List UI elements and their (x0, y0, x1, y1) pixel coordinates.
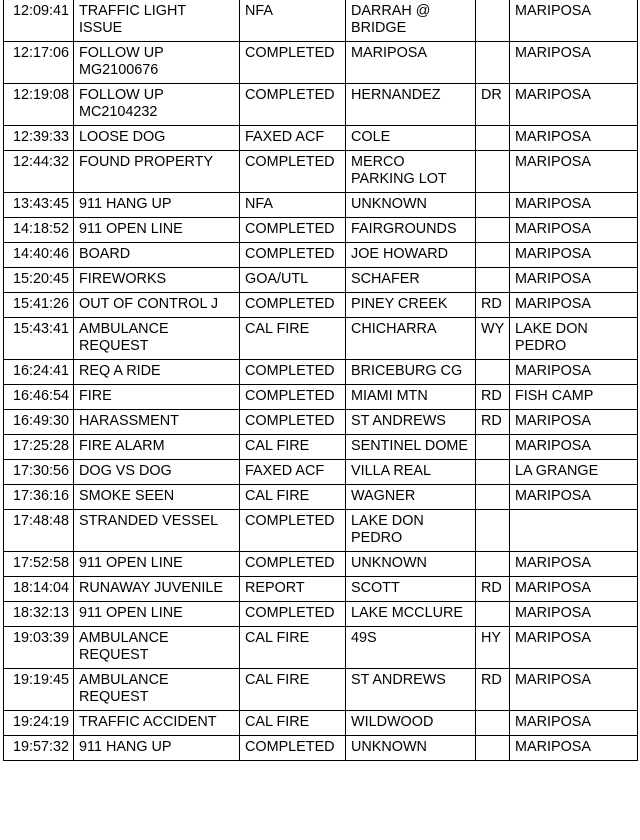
area-cell: FISH CAMP (510, 385, 638, 410)
call-type-cell: AMBULANCE REQUEST (74, 627, 240, 669)
location-cell: CHICHARRA (346, 318, 476, 360)
table-row (4, 42, 638, 84)
disposition-cell: CAL FIRE (240, 711, 346, 736)
disposition-cell: GOA/UTL (240, 268, 346, 293)
disposition-cell: REPORT (240, 577, 346, 602)
area-cell: MARIPOSA (510, 0, 638, 42)
call-type-cell: 911 OPEN LINE (74, 218, 240, 243)
street-suffix-cell (476, 151, 510, 193)
disposition-cell: COMPLETED (240, 602, 346, 627)
time-cell: 17:48:48 (4, 510, 74, 552)
location-cell: 49S (346, 627, 476, 669)
disposition-cell: COMPLETED (240, 84, 346, 126)
table-row (4, 151, 638, 193)
disposition-cell: COMPLETED (240, 360, 346, 385)
table-row (4, 460, 638, 485)
call-type-cell: BOARD (74, 243, 240, 268)
disposition-cell: CAL FIRE (240, 669, 346, 711)
location-cell: BRICEBURG CG (346, 360, 476, 385)
time-cell: 14:18:52 (4, 218, 74, 243)
time-cell: 16:46:54 (4, 385, 74, 410)
location-cell: SCHAFER (346, 268, 476, 293)
area-cell: MARIPOSA (510, 736, 638, 761)
location-cell: MERCO PARKING LOT (346, 151, 476, 193)
disposition-cell: COMPLETED (240, 552, 346, 577)
table-row (4, 669, 638, 711)
location-cell: WAGNER (346, 485, 476, 510)
table-row (4, 360, 638, 385)
street-suffix-cell: RD (476, 669, 510, 711)
table-row (4, 736, 638, 761)
table-row (4, 385, 638, 410)
time-cell: 16:49:30 (4, 410, 74, 435)
call-type-cell: LOOSE DOG (74, 126, 240, 151)
area-cell: MARIPOSA (510, 410, 638, 435)
street-suffix-cell (476, 193, 510, 218)
disposition-cell: COMPLETED (240, 42, 346, 84)
disposition-cell: COMPLETED (240, 510, 346, 552)
disposition-cell: NFA (240, 193, 346, 218)
time-cell: 19:24:19 (4, 711, 74, 736)
street-suffix-cell (476, 360, 510, 385)
area-cell: MARIPOSA (510, 126, 638, 151)
table-row (4, 84, 638, 126)
call-type-cell: TRAFFIC ACCIDENT (74, 711, 240, 736)
time-cell: 12:17:06 (4, 42, 74, 84)
disposition-cell: CAL FIRE (240, 435, 346, 460)
time-cell: 12:39:33 (4, 126, 74, 151)
disposition-cell: NFA (240, 0, 346, 42)
location-cell: JOE HOWARD (346, 243, 476, 268)
disposition-cell: COMPLETED (240, 293, 346, 318)
call-log-body (4, 0, 638, 761)
time-cell: 19:57:32 (4, 736, 74, 761)
call-type-cell: AMBULANCE REQUEST (74, 669, 240, 711)
street-suffix-cell (476, 218, 510, 243)
street-suffix-cell (476, 126, 510, 151)
disposition-cell: COMPLETED (240, 218, 346, 243)
disposition-cell: COMPLETED (240, 736, 346, 761)
area-cell: MARIPOSA (510, 243, 638, 268)
call-type-cell: FOLLOW UP MC2104232 (74, 84, 240, 126)
location-cell: WILDWOOD (346, 711, 476, 736)
time-cell: 16:24:41 (4, 360, 74, 385)
time-cell: 19:03:39 (4, 627, 74, 669)
call-type-cell: FIREWORKS (74, 268, 240, 293)
time-cell: 15:20:45 (4, 268, 74, 293)
table-row (4, 293, 638, 318)
call-type-cell: STRANDED VESSEL (74, 510, 240, 552)
location-cell: ST ANDREWS (346, 410, 476, 435)
disposition-cell: COMPLETED (240, 410, 346, 435)
table-row (4, 0, 638, 42)
street-suffix-cell (476, 243, 510, 268)
street-suffix-cell (476, 435, 510, 460)
time-cell: 12:19:08 (4, 84, 74, 126)
disposition-cell: CAL FIRE (240, 485, 346, 510)
table-row (4, 510, 638, 552)
table-row (4, 318, 638, 360)
time-cell: 19:19:45 (4, 669, 74, 711)
area-cell: MARIPOSA (510, 711, 638, 736)
call-type-cell: FIRE ALARM (74, 435, 240, 460)
area-cell (510, 510, 638, 552)
street-suffix-cell (476, 485, 510, 510)
time-cell: 17:30:56 (4, 460, 74, 485)
street-suffix-cell (476, 42, 510, 84)
location-cell: MIAMI MTN (346, 385, 476, 410)
call-log-table (3, 0, 638, 761)
disposition-cell: CAL FIRE (240, 318, 346, 360)
call-type-cell: RUNAWAY JUVENILE (74, 577, 240, 602)
street-suffix-cell (476, 552, 510, 577)
disposition-cell: FAXED ACF (240, 460, 346, 485)
street-suffix-cell (476, 736, 510, 761)
area-cell: LAKE DON PEDRO (510, 318, 638, 360)
time-cell: 18:32:13 (4, 602, 74, 627)
table-row (4, 435, 638, 460)
table-row (4, 602, 638, 627)
location-cell: DARRAH @ BRIDGE (346, 0, 476, 42)
call-type-cell: 911 OPEN LINE (74, 602, 240, 627)
location-cell: LAKE DON PEDRO (346, 510, 476, 552)
area-cell: LA GRANGE (510, 460, 638, 485)
location-cell: SCOTT (346, 577, 476, 602)
street-suffix-cell (476, 460, 510, 485)
table-row (4, 485, 638, 510)
disposition-cell: CAL FIRE (240, 627, 346, 669)
area-cell: MARIPOSA (510, 627, 638, 669)
street-suffix-cell: RD (476, 410, 510, 435)
location-cell: PINEY CREEK (346, 293, 476, 318)
area-cell: MARIPOSA (510, 193, 638, 218)
location-cell: FAIRGROUNDS (346, 218, 476, 243)
time-cell: 12:44:32 (4, 151, 74, 193)
call-type-cell: TRAFFIC LIGHT ISSUE (74, 0, 240, 42)
street-suffix-cell: RD (476, 577, 510, 602)
area-cell: MARIPOSA (510, 485, 638, 510)
table-row (4, 268, 638, 293)
area-cell: MARIPOSA (510, 552, 638, 577)
location-cell: COLE (346, 126, 476, 151)
table-row (4, 577, 638, 602)
street-suffix-cell (476, 0, 510, 42)
time-cell: 18:14:04 (4, 577, 74, 602)
call-type-cell: SMOKE SEEN (74, 485, 240, 510)
disposition-cell: COMPLETED (240, 385, 346, 410)
table-row (4, 243, 638, 268)
area-cell: MARIPOSA (510, 669, 638, 711)
disposition-cell: COMPLETED (240, 243, 346, 268)
call-type-cell: FOUND PROPERTY (74, 151, 240, 193)
call-type-cell: 911 HANG UP (74, 193, 240, 218)
disposition-cell: COMPLETED (240, 151, 346, 193)
area-cell: MARIPOSA (510, 435, 638, 460)
time-cell: 13:43:45 (4, 193, 74, 218)
area-cell: MARIPOSA (510, 577, 638, 602)
table-row (4, 218, 638, 243)
call-type-cell: AMBULANCE REQUEST (74, 318, 240, 360)
area-cell: MARIPOSA (510, 84, 638, 126)
time-cell: 15:41:26 (4, 293, 74, 318)
street-suffix-cell: RD (476, 293, 510, 318)
location-cell: MARIPOSA (346, 42, 476, 84)
table-row (4, 410, 638, 435)
area-cell: MARIPOSA (510, 151, 638, 193)
time-cell: 15:43:41 (4, 318, 74, 360)
table-row (4, 711, 638, 736)
time-cell: 12:09:41 (4, 0, 74, 42)
location-cell: HERNANDEZ (346, 84, 476, 126)
call-type-cell: 911 HANG UP (74, 736, 240, 761)
location-cell: VILLA REAL (346, 460, 476, 485)
street-suffix-cell (476, 602, 510, 627)
call-type-cell: FIRE (74, 385, 240, 410)
time-cell: 17:25:28 (4, 435, 74, 460)
call-type-cell: FOLLOW UP MG2100676 (74, 42, 240, 84)
area-cell: MARIPOSA (510, 42, 638, 84)
time-cell: 17:52:58 (4, 552, 74, 577)
location-cell: UNKNOWN (346, 193, 476, 218)
street-suffix-cell (476, 510, 510, 552)
street-suffix-cell (476, 268, 510, 293)
time-cell: 17:36:16 (4, 485, 74, 510)
street-suffix-cell (476, 711, 510, 736)
area-cell: MARIPOSA (510, 602, 638, 627)
call-type-cell: 911 OPEN LINE (74, 552, 240, 577)
location-cell: LAKE MCCLURE (346, 602, 476, 627)
call-type-cell: REQ A RIDE (74, 360, 240, 385)
street-suffix-cell: WY (476, 318, 510, 360)
call-type-cell: DOG VS DOG (74, 460, 240, 485)
location-cell: UNKNOWN (346, 736, 476, 761)
location-cell: UNKNOWN (346, 552, 476, 577)
area-cell: MARIPOSA (510, 268, 638, 293)
street-suffix-cell: DR (476, 84, 510, 126)
location-cell: ST ANDREWS (346, 669, 476, 711)
street-suffix-cell: RD (476, 385, 510, 410)
area-cell: MARIPOSA (510, 360, 638, 385)
location-cell: SENTINEL DOME (346, 435, 476, 460)
table-row (4, 193, 638, 218)
table-row (4, 126, 638, 151)
table-row (4, 552, 638, 577)
street-suffix-cell: HY (476, 627, 510, 669)
table-row (4, 627, 638, 669)
area-cell: MARIPOSA (510, 218, 638, 243)
time-cell: 14:40:46 (4, 243, 74, 268)
call-type-cell: HARASSMENT (74, 410, 240, 435)
call-type-cell: OUT OF CONTROL J (74, 293, 240, 318)
disposition-cell: FAXED ACF (240, 126, 346, 151)
area-cell: MARIPOSA (510, 293, 638, 318)
